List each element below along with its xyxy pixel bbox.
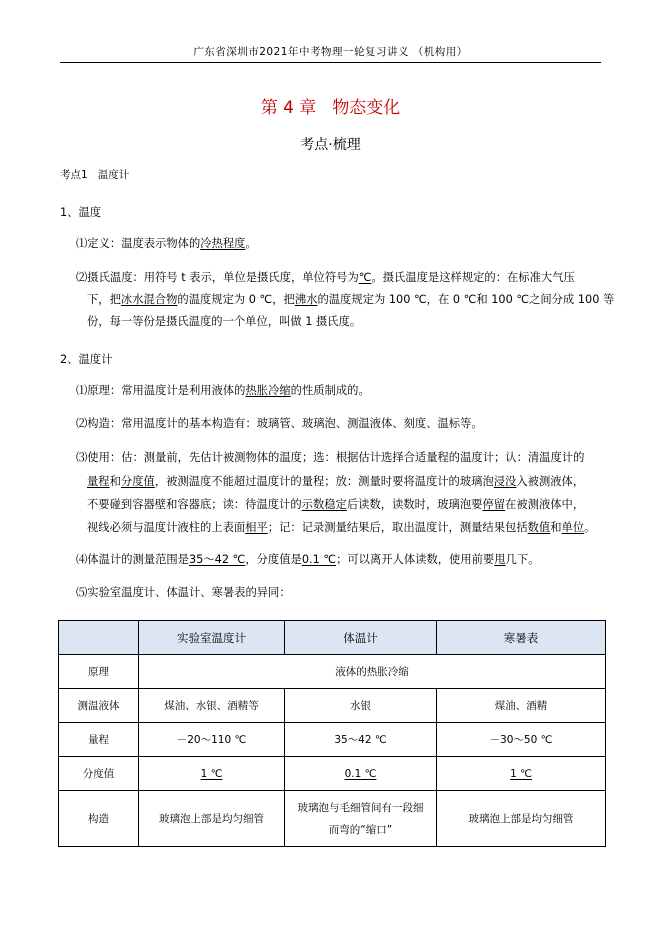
row-label: 原理 <box>59 655 139 689</box>
table-cell: 玻璃泡上部是均匀细管 <box>139 791 285 847</box>
usage-text: 入被测液体， <box>516 475 585 488</box>
table-row <box>59 655 606 689</box>
celsius-text: 。摄氏温度是这样规定的：在标准大气压 <box>371 271 575 284</box>
table-cell <box>437 757 606 791</box>
definition-text: ⑴定义：温度表示物体的 <box>76 237 201 250</box>
division-value: 1 ℃ <box>200 767 223 780</box>
usage-key: 数值 <box>527 521 551 534</box>
definition-key: 冷热程度 <box>200 237 246 250</box>
table-cell: 煤油、酒精 <box>437 689 606 723</box>
celsius-line-1 <box>76 270 575 286</box>
table-cell <box>285 757 437 791</box>
usage-text: ，被测温度不能超过温度计的量程；放：测量时要将温度计的玻璃泡 <box>154 475 494 488</box>
table-cell: 液体的热胀冷缩 <box>139 655 606 689</box>
usage-text: ；记：记录测量结果后，取出温度计，测量结果包括 <box>267 521 528 534</box>
clinical-range: 35～42 ℃ <box>188 553 246 566</box>
section-title: 考点·梳理 <box>300 137 361 153</box>
usage-text: 在被测液体中， <box>505 498 585 511</box>
table-cell: 煤油、水银、酒精等 <box>139 689 285 723</box>
celsius-key: 沸水 <box>294 293 318 306</box>
cell-line: 而弯的“缩口” <box>328 823 393 836</box>
table-cell: 玻璃泡上部是均匀细管 <box>437 791 606 847</box>
comparison-intro: ⑸实验室温度计、体温计、寒暑表的异同： <box>76 586 291 599</box>
principle-key: 热胀冷缩 <box>245 384 291 397</box>
celsius-text: ⑵摄氏温度：用符号 t 表示，单位是摄氏度，单位符号为 <box>76 271 359 284</box>
structure-paragraph: ⑵构造：常用温度计的基本构造有：玻璃管、玻璃泡、测温液体、刻度、温标等。 <box>76 417 483 430</box>
division-value: 0.1 ℃ <box>344 767 377 780</box>
chapter-title <box>0 93 661 118</box>
usage-text: 和 <box>550 521 562 534</box>
section-1-heading: 1、温度 <box>60 206 102 219</box>
page-header: 广东省深圳市2021年中考物理一轮复习讲义 （机构用） <box>193 46 468 58</box>
celsius-line-2 <box>87 292 614 308</box>
table-header-cell <box>59 621 139 655</box>
header-rule <box>60 62 601 63</box>
table-cell <box>285 791 437 847</box>
table-row <box>59 757 606 791</box>
table-cell <box>139 757 285 791</box>
table-row <box>59 689 606 723</box>
usage-line-1: ⑶使用：估：测量前，先估计被测物体的温度；选：根据估计选择合适量程的温度计；认：清温度计的 <box>76 451 585 464</box>
chapter-number: 第 4 章 <box>260 98 317 118</box>
usage-text: 视线必须与温度计液柱的上表面 <box>87 521 246 534</box>
usage-text: 不要碰到容器壁和容器底；读：待温度计的 <box>87 498 302 511</box>
table-row <box>59 791 606 847</box>
table-cell: －30～50 ℃ <box>437 723 606 757</box>
section-2-heading: 2、温度计 <box>60 353 113 366</box>
clinical-text: ，分度值是 <box>245 553 302 566</box>
usage-line-2 <box>87 474 584 490</box>
row-label: 构造 <box>59 791 139 847</box>
usage-text: 。 <box>584 521 596 534</box>
row-label: 分度值 <box>59 757 139 791</box>
table-cell: 水银 <box>285 689 437 723</box>
definition-suffix: 。 <box>245 237 257 250</box>
point-title: 温度计 <box>97 169 130 181</box>
row-label: 测温液体 <box>59 689 139 723</box>
definition-paragraph <box>76 236 257 252</box>
table-cell: －20～110 ℃ <box>139 723 285 757</box>
celsius-text: 的温度规定为 100 ℃，在 0 ℃和 100 ℃之间分成 100 等 <box>317 293 615 306</box>
usage-key: 分度值 <box>120 475 155 488</box>
table-header-cell: 体温计 <box>285 621 437 655</box>
principle-text: ⑴原理：常用温度计是利用液体的 <box>76 384 246 397</box>
comparison-table <box>58 620 606 847</box>
point-label <box>60 167 129 183</box>
celsius-text: 的温度规定为 0 ℃，把 <box>177 293 295 306</box>
table-header-cell: 实验室温度计 <box>139 621 285 655</box>
clinical-text: 几下。 <box>505 553 540 566</box>
usage-text: 和 <box>109 475 121 488</box>
celsius-key: 冰水混合物 <box>120 293 178 306</box>
principle-paragraph <box>76 383 370 399</box>
usage-key: 停留 <box>482 498 506 511</box>
table-header-row <box>59 621 606 655</box>
usage-key: 相平 <box>245 521 268 534</box>
clinical-paragraph <box>76 552 539 568</box>
division-value: 1 ℃ <box>510 767 532 780</box>
usage-key: 单位 <box>561 521 585 534</box>
table-header-cell: 寒暑表 <box>437 621 606 655</box>
principle-suffix: 的性质制成的。 <box>290 384 370 397</box>
usage-key: 浸没 <box>493 475 517 488</box>
clinical-division: 0.1 ℃ <box>301 553 337 566</box>
usage-line-3 <box>87 497 584 513</box>
table-cell: 35～42 ℃ <box>285 723 437 757</box>
point-number: 考点1 <box>60 169 88 181</box>
row-label: 量程 <box>59 723 139 757</box>
cell-line: 玻璃泡与毛细管间有一段细 <box>297 801 424 814</box>
celsius-text: 下，把 <box>87 293 121 306</box>
usage-line-4 <box>87 520 595 536</box>
usage-key: 量程 <box>87 475 110 488</box>
clinical-text: ；可以离开人体读数，使用前要 <box>336 553 495 566</box>
usage-text: 后读数，读数时，玻璃泡要 <box>346 498 483 511</box>
usage-key: 示数稳定 <box>301 498 347 511</box>
celsius-line-3: 份，每一等份是摄氏温度的一个单位，叫做 1 摄氏度。 <box>87 315 362 328</box>
celsius-symbol: ℃ <box>358 271 372 284</box>
clinical-text: ⑷体温计的测量范围是 <box>76 553 189 566</box>
table-row <box>59 723 606 757</box>
clinical-key: 甩 <box>494 553 506 566</box>
chapter-name: 物态变化 <box>332 98 401 118</box>
